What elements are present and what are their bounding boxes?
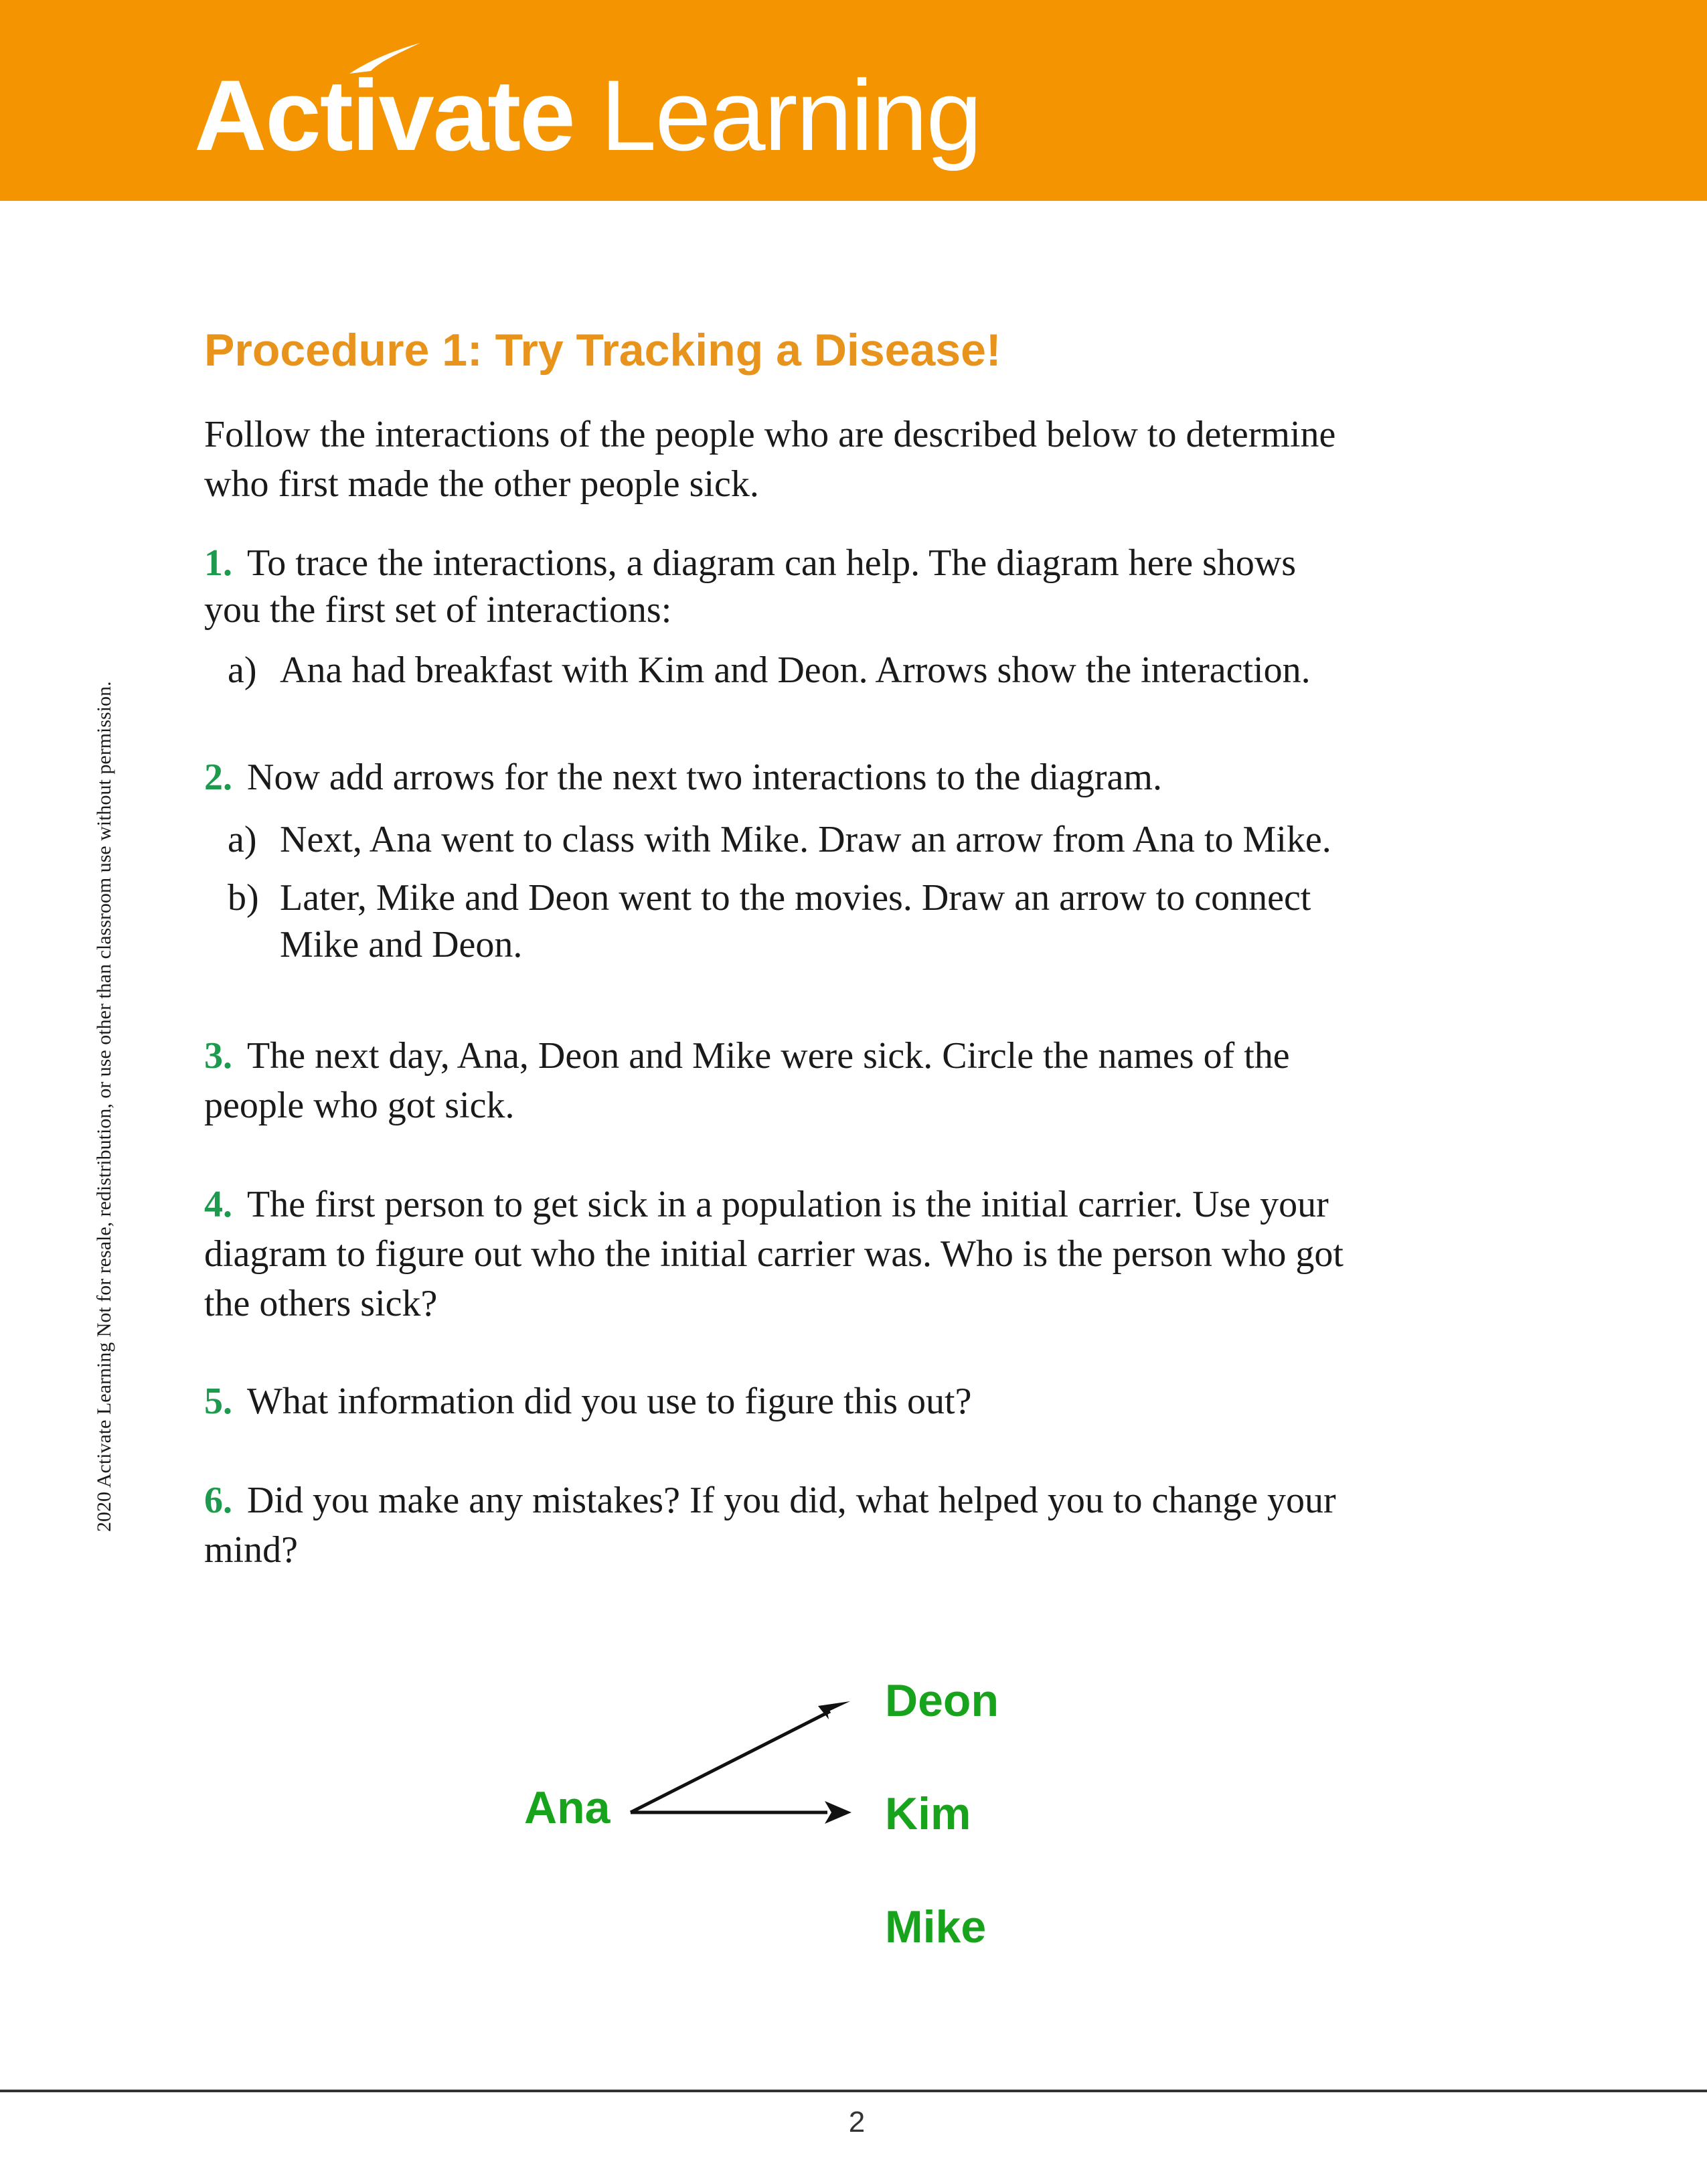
item-1 — [204, 538, 1296, 588]
page-title: Procedure 1: Try Tracking a Disease! — [204, 325, 1001, 376]
item-4-number: 4. — [204, 1184, 232, 1225]
logo — [194, 59, 981, 171]
item-5-number: 5. — [204, 1381, 232, 1422]
name-deon: Deon — [885, 1675, 999, 1726]
intro-line-2: who first made the other people sick. — [204, 463, 759, 505]
arrow-ana-to-deon — [631, 1701, 850, 1812]
item-3-line-1: The next day, Ana, Deon and Mike were sick. Circle the names of the — [247, 1035, 1290, 1077]
item-4-line-3: the others sick? — [204, 1283, 438, 1324]
footer-divider — [0, 2090, 1707, 2092]
item-2b-line-2: Mike and Deon. — [280, 924, 523, 965]
item-2a-text: Next, Ana went to class with Mike. Draw an arrow from Ana to Mike. — [280, 819, 1331, 860]
item-3 — [204, 1031, 1290, 1081]
item-6-line-2: mind? — [204, 1529, 298, 1571]
item-2a — [228, 815, 1331, 864]
item-4-line-2: diagram to figure out who the initial carrier was. Who is the person who got — [204, 1233, 1344, 1275]
intro-line-1: Follow the interactions of the people who are described below to determine — [204, 414, 1336, 455]
item-1a — [228, 645, 1311, 695]
item-1-line-2: you the first set of interactions: — [204, 589, 672, 631]
side-copyright-text: 2020 Activate Learning Not for resale, redistribution, or use other than classroom use without permission. — [93, 681, 115, 1532]
item-1-line-1: To trace the interactions, a diagram can help. The diagram here shows — [247, 542, 1297, 584]
item-6-number: 6. — [204, 1480, 232, 1521]
item-6-line-1: Did you make any mistakes? If you did, what helped you to change your — [247, 1480, 1336, 1521]
name-kim: Kim — [885, 1788, 971, 1839]
item-2-number: 2. — [204, 757, 232, 798]
item-5-line-1: What information did you use to figure this out? — [247, 1381, 972, 1422]
item-2a-label: a) — [228, 819, 257, 860]
item-2b — [228, 873, 1311, 923]
item-1a-label: a) — [228, 649, 257, 691]
header-banner — [0, 0, 1707, 201]
name-ana: Ana — [524, 1782, 611, 1833]
item-6 — [204, 1476, 1336, 1525]
item-2 — [204, 753, 1162, 802]
item-5 — [204, 1377, 971, 1426]
item-2b-label: b) — [228, 877, 259, 919]
page-number: 2 — [848, 2106, 866, 2138]
name-mike: Mike — [885, 1901, 987, 1952]
logo-light: Learning — [574, 59, 981, 171]
item-3-number: 3. — [204, 1035, 232, 1077]
item-1a-text: Ana had breakfast with Kim and Deon. Arrows show the interaction. — [280, 649, 1311, 691]
arrow-ana-to-kim — [631, 1801, 851, 1824]
item-4-line-1: The first person to get sick in a population is the initial carrier. Use your — [247, 1184, 1329, 1225]
item-1-number: 1. — [204, 542, 232, 584]
item-2-line-1: Now add arrows for the next two interactions to the diagram. — [247, 757, 1162, 798]
item-4 — [204, 1180, 1329, 1229]
item-2b-line-1: Later, Mike and Deon went to the movies. Draw an arrow to connect — [280, 877, 1311, 919]
logo-bold: Activate — [194, 59, 574, 171]
item-3-line-2: people who got sick. — [204, 1085, 515, 1126]
